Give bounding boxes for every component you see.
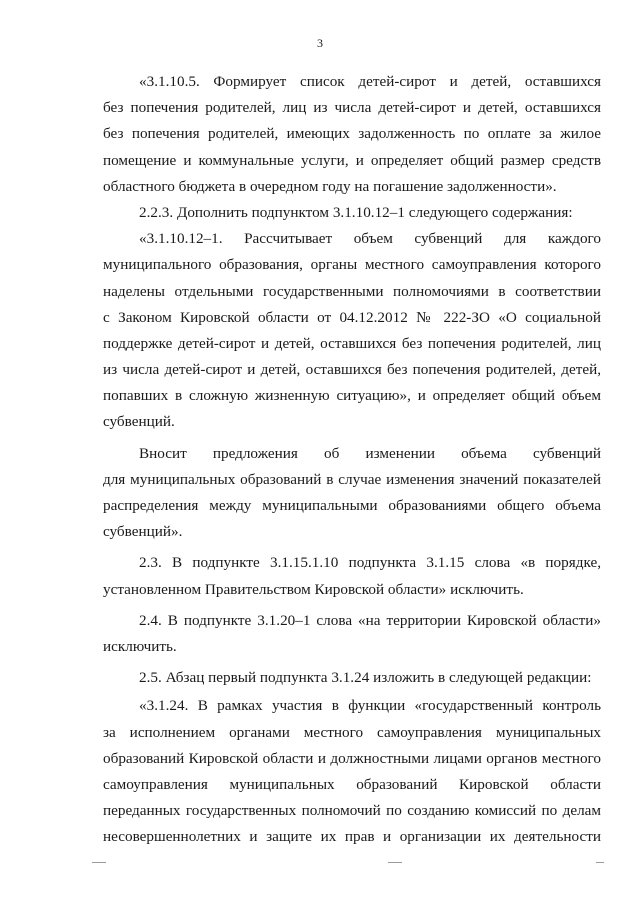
- text-line: 2.3. В подпункте 3.1.15.1.10 подпункта 3.1.15 слова «в порядке,: [139, 554, 601, 572]
- paragraph-2-4: [103, 608, 601, 660]
- text-line: областного бюджета в очередном году на погашение задолженности».: [103, 177, 557, 195]
- text-line: с Законом Кировской области от 04.12.2012 № 222-ЗО «О социальной: [103, 308, 601, 326]
- text-line: Вносит предложения об изменении объема субвенций: [139, 444, 601, 462]
- document-body: [103, 69, 601, 850]
- scan-artifact: [596, 862, 604, 863]
- text-line: 2.2.3. Дополнить подпунктом 3.1.10.12–1 следующего содержания:: [139, 203, 573, 221]
- paragraph-2-3: [103, 550, 601, 602]
- text-line: наделены отдельными государственными полномочиями в соответствии: [103, 282, 601, 300]
- text-line: «3.1.10.12–1. Рассчитывает объем субвенций для каждого: [139, 230, 601, 248]
- text-line: распределения между муниципальными образованиями общего объема: [103, 497, 601, 514]
- text-line: образований Кировской области и должностными лицами органов местного: [103, 749, 601, 767]
- paragraph-3-1-24: [103, 693, 601, 850]
- text-line: для муниципальных образований в случае изменения значений показателей: [103, 470, 601, 488]
- paragraph-3-1-10-5: [103, 69, 601, 200]
- text-line: переданных государственных полномочий по созданию комиссий по делам: [103, 802, 601, 820]
- text-line: 2.4. В подпункте 3.1.20–1 слова «на территории Кировской области»: [139, 611, 601, 629]
- page-number: 3: [317, 36, 323, 50]
- text-line: 2.5. Абзац первый подпункта 3.1.24 изложить в следующей редакции:: [139, 669, 592, 687]
- text-line: установленном Правительством Кировской области» исключить.: [103, 580, 524, 598]
- text-line: самоуправления муниципальных образований Кировской области: [103, 775, 601, 793]
- paragraph-2-2-3: [103, 200, 601, 226]
- text-line: «3.1.10.5. Формирует список детей-сирот и детей, оставшихся: [139, 73, 601, 90]
- text-line: исключить.: [103, 637, 177, 655]
- scan-artifact: [92, 862, 106, 863]
- text-line: субвенций.: [103, 413, 175, 431]
- text-line: «3.1.24. В рамках участия в функции «государственный контроль: [139, 697, 601, 715]
- paragraph-vnosit-predlozheniya: [103, 441, 601, 546]
- text-line: поддержке детей-сирот и детей, оставшихся без попечения родителей, лиц: [103, 334, 601, 352]
- text-line: попавших в сложную жизненную ситуацию», и определяет общий объем: [103, 387, 601, 405]
- text-line: несовершеннолетних и защите их прав и организации их деятельности: [103, 828, 601, 846]
- paragraph-3-1-10-12-1: [103, 226, 601, 436]
- text-line: без попечения родителей, имеющих задолженность по оплате за жилое: [103, 125, 601, 143]
- text-line: субвенций».: [103, 523, 183, 541]
- paragraph-2-5: [103, 665, 601, 691]
- text-line: муниципального образования, органы местного самоуправления которого: [103, 256, 601, 274]
- text-line: из числа детей-сирот и детей, оставшихся без попечения родителей, детей,: [103, 361, 601, 379]
- scan-artifact: [388, 862, 402, 863]
- text-line: за исполнением органами местного самоуправления муниципальных: [103, 723, 601, 741]
- text-line: без попечения родителей, лиц из числа детей-сирот и детей, оставшихся: [103, 99, 601, 117]
- text-line: помещение и коммунальные услуги, и определяет общий размер средств: [103, 151, 601, 169]
